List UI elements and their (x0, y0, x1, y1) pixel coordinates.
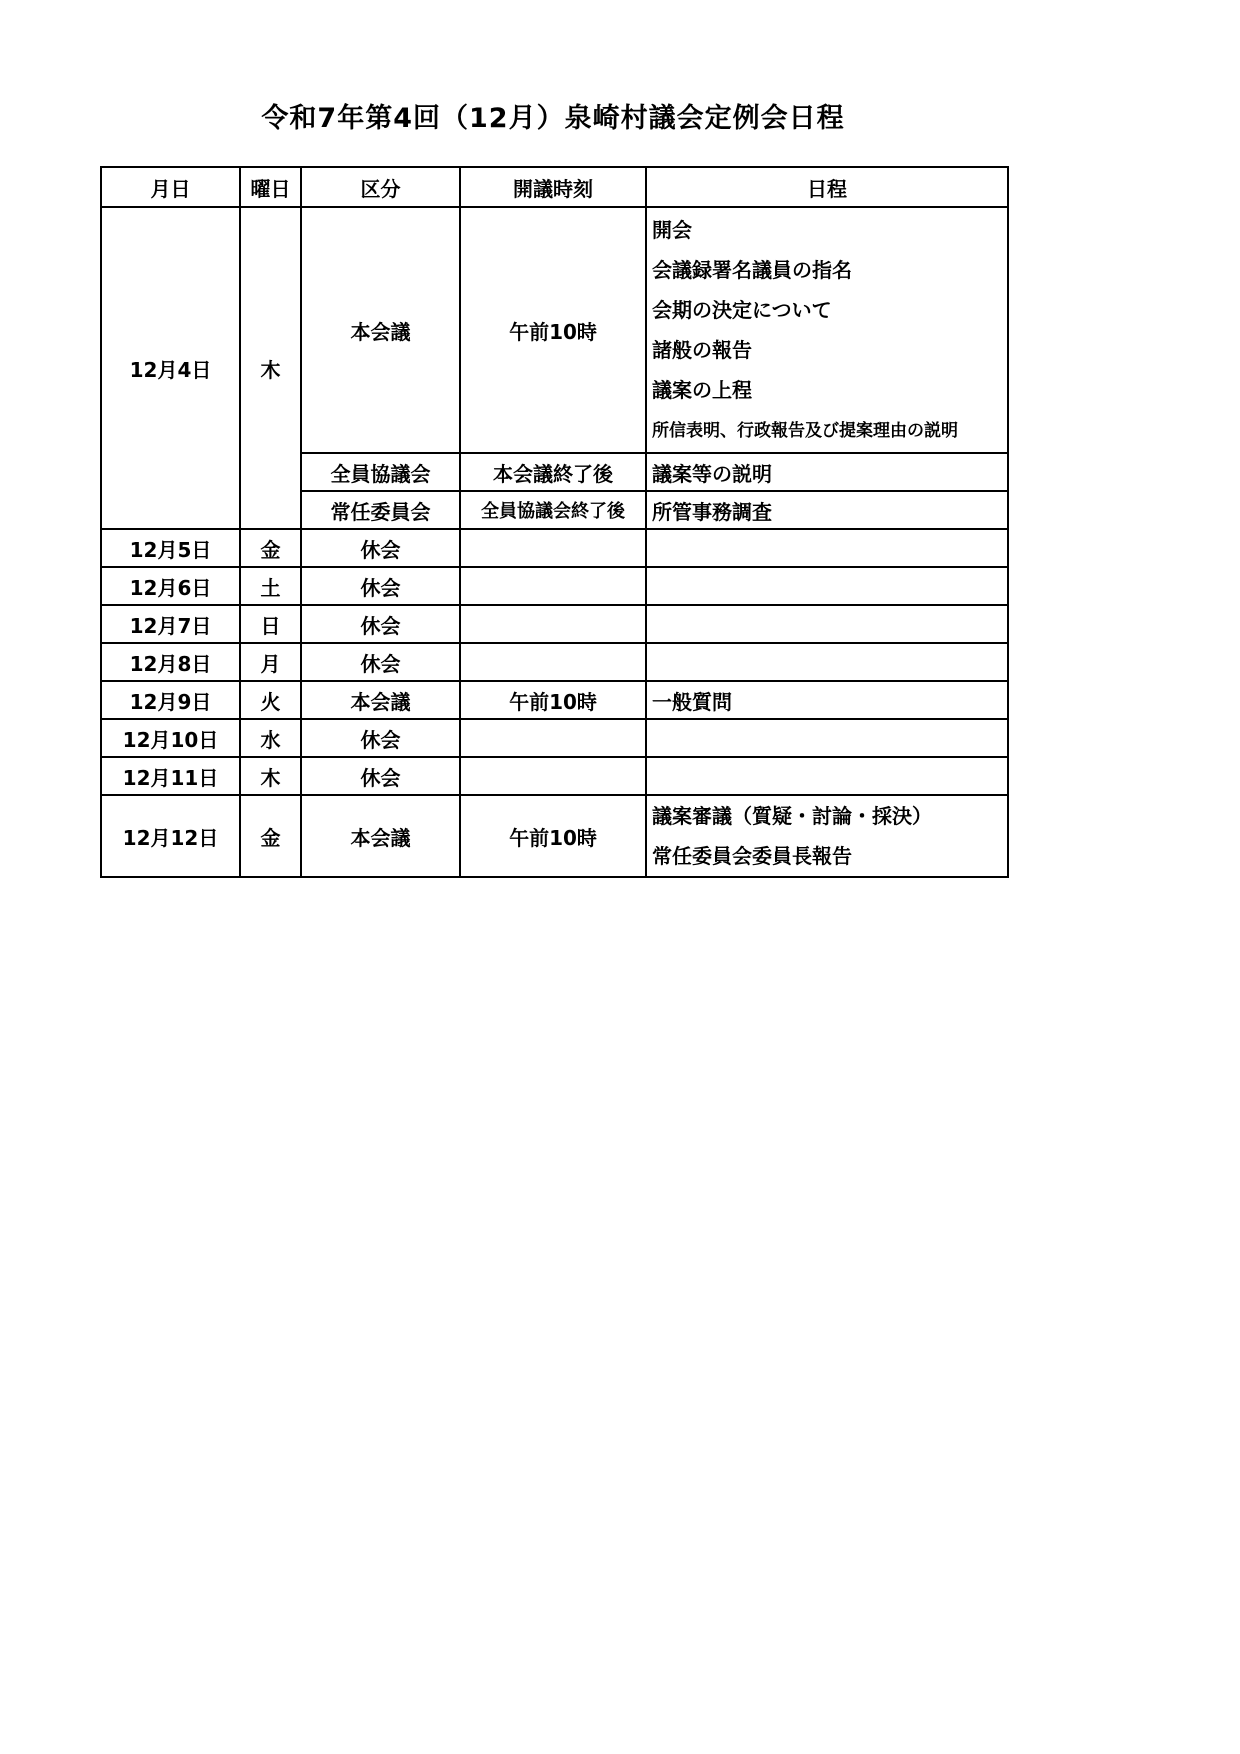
date-cell: 12月12日 (101, 795, 240, 877)
header-agenda: 日程 (646, 167, 1008, 207)
agenda-cell (646, 757, 1008, 795)
time-cell (460, 643, 646, 681)
date-cell: 12月7日 (101, 605, 240, 643)
category-cell: 休会 (301, 567, 460, 605)
weekday-cell: 火 (240, 681, 301, 719)
date-cell: 12月6日 (101, 567, 240, 605)
time-cell: 午前10時 (460, 207, 646, 453)
weekday-cell: 日 (240, 605, 301, 643)
schedule-table (100, 166, 1009, 878)
category-cell: 休会 (301, 757, 460, 795)
time-cell (460, 567, 646, 605)
weekday-cell: 水 (240, 719, 301, 757)
agenda-item: 議案の上程 (652, 378, 752, 402)
date-cell: 12月11日 (101, 757, 240, 795)
table-row (101, 529, 1008, 567)
time-cell: 午前10時 (460, 795, 646, 877)
agenda-cell: 一般質問 (646, 681, 1008, 719)
agenda-cell (646, 207, 1008, 453)
agenda-item: 常任委員会委員長報告 (652, 844, 852, 868)
time-cell: 午前10時 (460, 681, 646, 719)
time-cell: 本会議終了後 (460, 453, 646, 491)
date-cell: 12月8日 (101, 643, 240, 681)
table-row (101, 567, 1008, 605)
time-cell (460, 719, 646, 757)
agenda-item: 会議録署名議員の指名 (652, 258, 852, 282)
agenda-cell: 議案等の説明 (646, 453, 1008, 491)
category-cell: 本会議 (301, 795, 460, 877)
agenda-item: 開会 (652, 218, 692, 242)
date-cell: 12月10日 (101, 719, 240, 757)
table-row (101, 719, 1008, 757)
weekday-cell: 土 (240, 567, 301, 605)
table-row (101, 757, 1008, 795)
agenda-item: 所信表明、行政報告及び提案理由の説明 (652, 421, 958, 441)
agenda-item: 諸般の報告 (652, 338, 752, 362)
table-row (101, 643, 1008, 681)
table-header-row (101, 167, 1008, 207)
time-cell (460, 605, 646, 643)
category-cell: 休会 (301, 643, 460, 681)
agenda-cell (646, 605, 1008, 643)
time-cell (460, 757, 646, 795)
date-cell: 12月5日 (101, 529, 240, 567)
weekday-cell: 金 (240, 795, 301, 877)
header-date: 月日 (101, 167, 240, 207)
category-cell: 本会議 (301, 681, 460, 719)
page-title: 令和7年第4回（12月）泉崎村議会定例会日程 (261, 103, 845, 134)
category-cell: 本会議 (301, 207, 460, 453)
weekday-cell: 木 (240, 757, 301, 795)
header-start-time: 開議時刻 (460, 167, 646, 207)
category-cell: 休会 (301, 605, 460, 643)
category-cell: 休会 (301, 719, 460, 757)
agenda-cell: 所管事務調査 (646, 491, 1008, 529)
category-cell: 休会 (301, 529, 460, 567)
weekday-cell: 木 (240, 207, 301, 529)
header-category: 区分 (301, 167, 460, 207)
table-row (101, 605, 1008, 643)
date-cell: 12月9日 (101, 681, 240, 719)
category-cell: 全員協議会 (301, 453, 460, 491)
table-row (101, 207, 1008, 453)
weekday-cell: 月 (240, 643, 301, 681)
time-cell (460, 529, 646, 567)
agenda-cell (646, 795, 1008, 877)
date-cell: 12月4日 (101, 207, 240, 529)
time-cell: 全員協議会終了後 (460, 491, 646, 529)
table-row (101, 795, 1008, 877)
header-weekday: 曜日 (240, 167, 301, 207)
category-cell: 常任委員会 (301, 491, 460, 529)
agenda-item: 議案審議（質疑・討論・採決） (652, 804, 932, 828)
agenda-cell (646, 719, 1008, 757)
agenda-item: 会期の決定について (652, 298, 832, 322)
table-row (101, 681, 1008, 719)
weekday-cell: 金 (240, 529, 301, 567)
agenda-cell (646, 567, 1008, 605)
agenda-cell (646, 643, 1008, 681)
agenda-cell (646, 529, 1008, 567)
